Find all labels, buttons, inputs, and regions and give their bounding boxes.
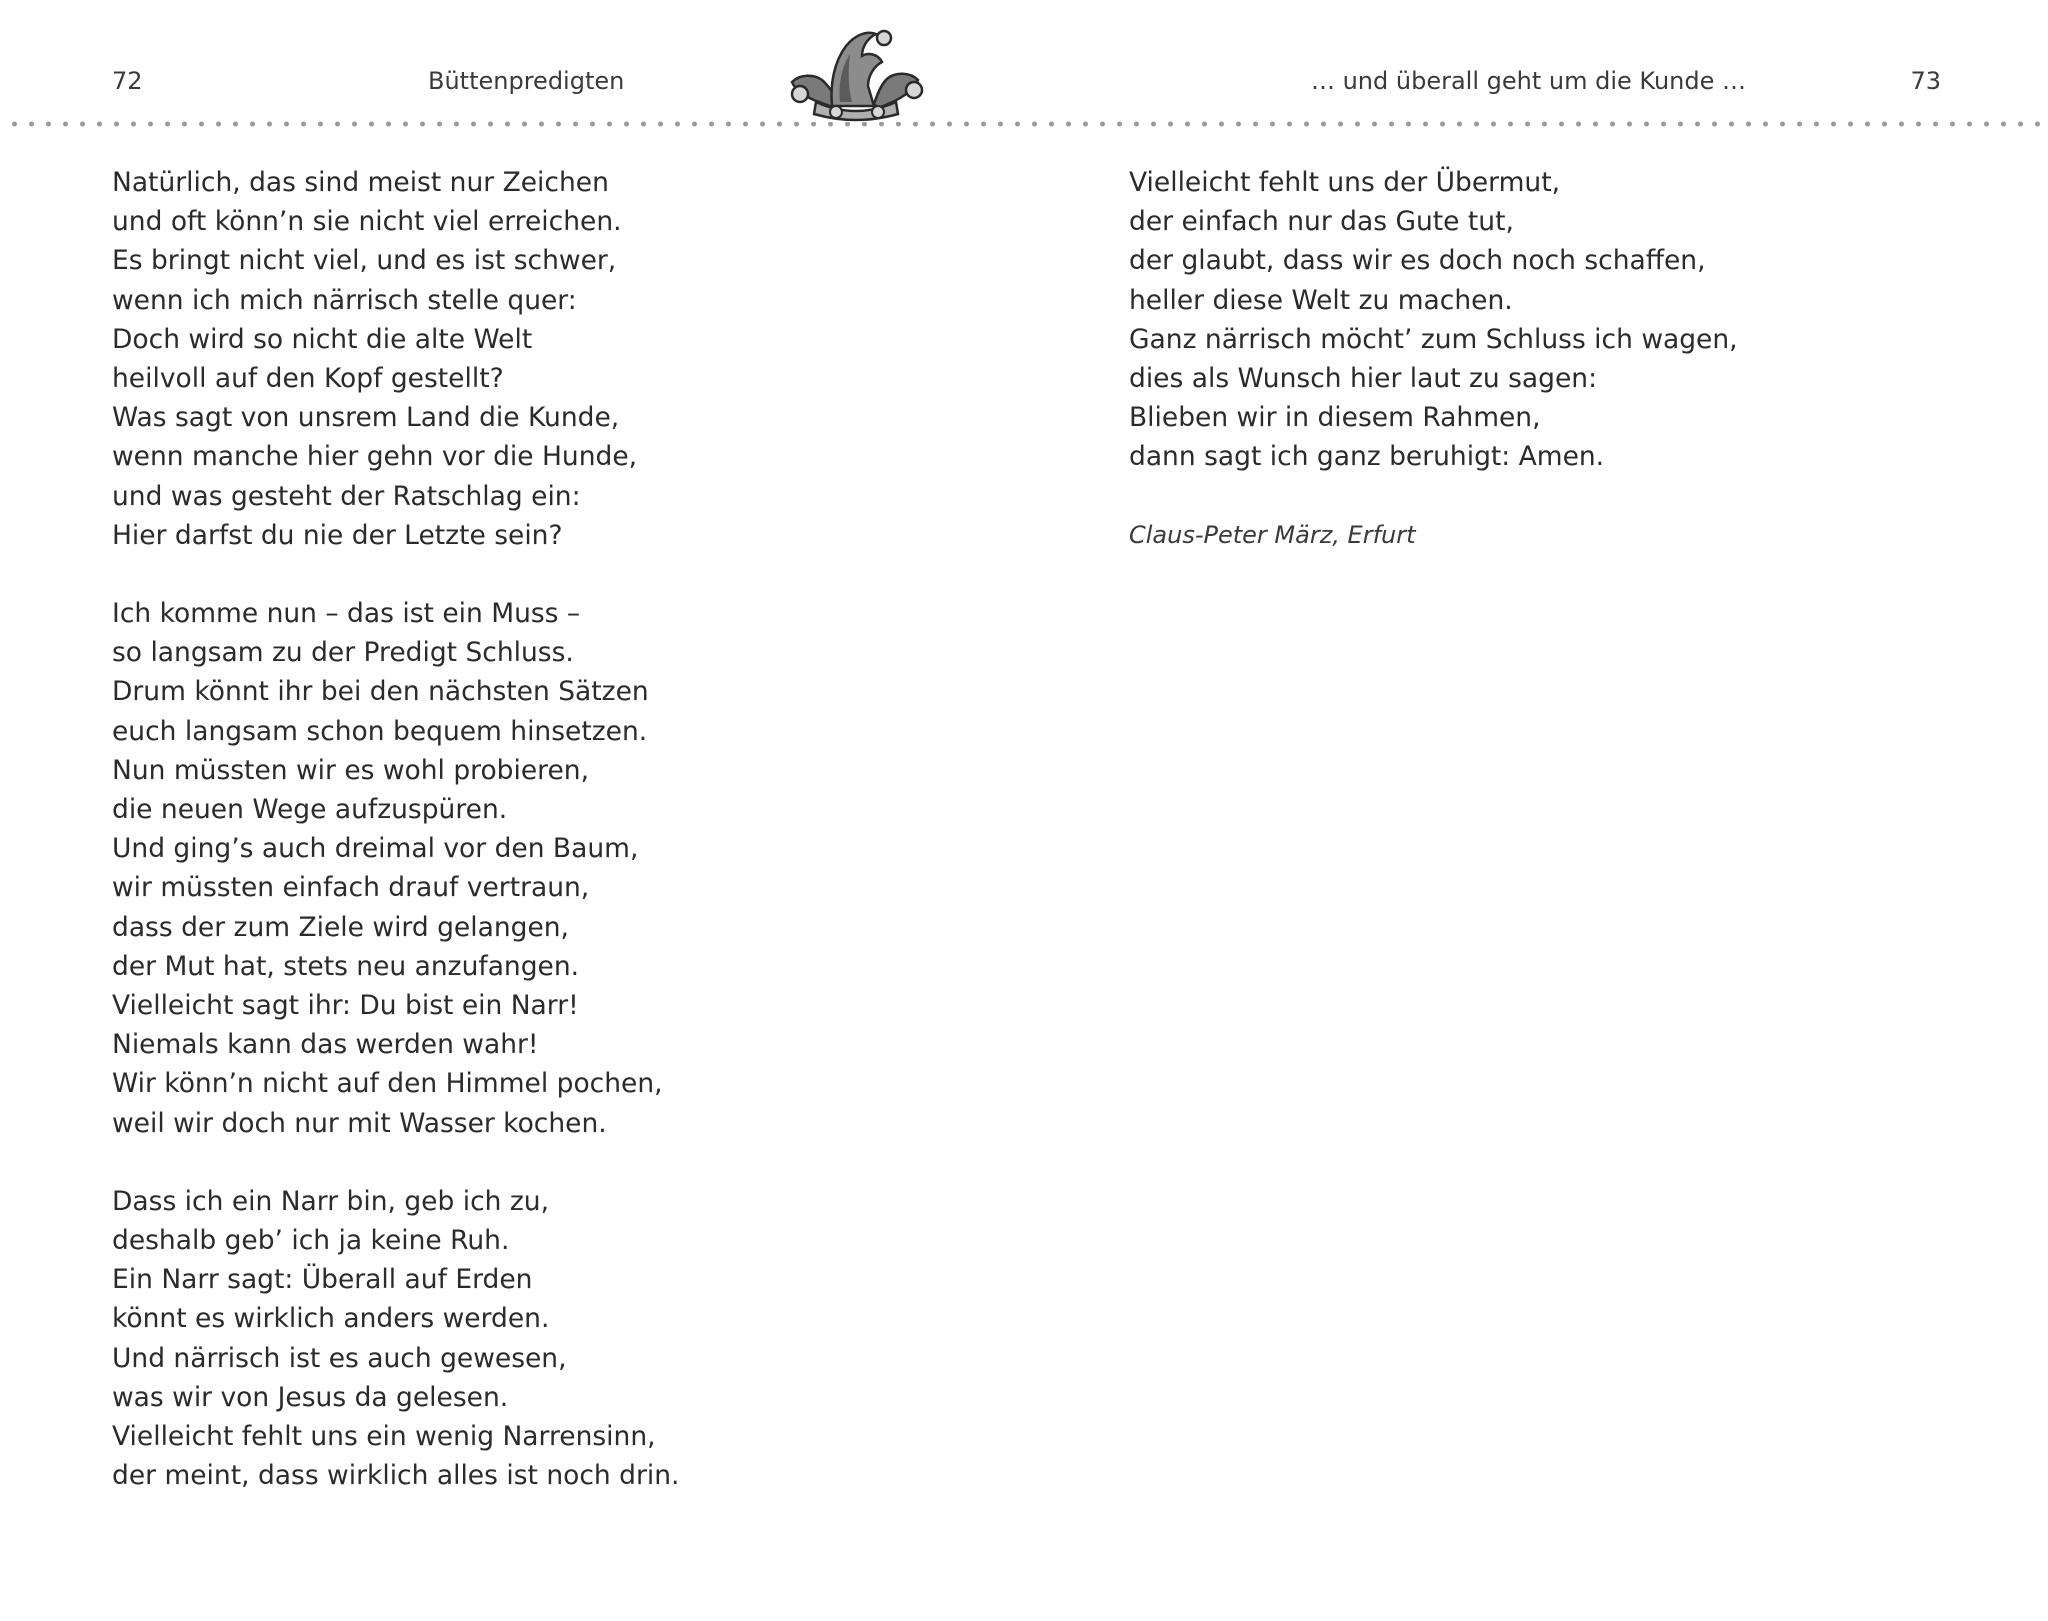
poem-line: Blieben wir in diesem Rahmen, xyxy=(1129,402,1541,434)
poem-line: und oft könn’n sie nicht viel erreichen. xyxy=(112,206,622,238)
poem-line: dann sagt ich ganz beruhigt: Amen. xyxy=(1129,441,1605,473)
poem-line: deshalb geb’ ich ja keine Ruh. xyxy=(112,1225,510,1257)
right-page-poem xyxy=(1129,163,1829,555)
poem-line: der Mut hat, stets neu anzufangen. xyxy=(112,950,580,982)
poem-line: Wir könn’n nicht auf den Himmel pochen, xyxy=(112,1068,663,1100)
poem-line: wenn ich mich närrisch stelle quer: xyxy=(112,284,577,316)
poem-line: Ein Narr sagt: Überall auf Erden xyxy=(112,1264,533,1296)
poem-line: Und ging’s auch dreimal vor den Baum, xyxy=(112,833,639,865)
poem-line: wenn manche hier gehn vor die Hunde, xyxy=(112,441,638,473)
stanza xyxy=(112,1182,812,1496)
left-page-poem xyxy=(112,163,812,1535)
poem-line: heilvoll auf den Kopf gestellt? xyxy=(112,363,504,395)
poem-line: Natürlich, das sind meist nur Zeichen xyxy=(112,167,609,198)
left-page-number: 72 xyxy=(112,67,143,95)
poem-line: und was gesteht der Ratschlag ein: xyxy=(112,480,581,512)
poem-line: was wir von Jesus da gelesen. xyxy=(112,1381,509,1413)
jester-hat-icon xyxy=(788,22,924,122)
poem-line: könnt es wirklich anders werden. xyxy=(112,1303,550,1335)
poem-line: weil wir doch nur mit Wasser kochen. xyxy=(112,1107,607,1139)
poem-line: Niemals kann das werden wahr! xyxy=(112,1029,539,1061)
stanza xyxy=(1129,163,1829,477)
poem-line: Drum könnt ihr bei den nächsten Sätzen xyxy=(112,676,649,708)
poem-line: Vielleicht fehlt uns ein wenig Narrensinn, xyxy=(112,1421,656,1453)
poem-line: dies als Wunsch hier laut zu sagen: xyxy=(1129,363,1598,395)
poem-line: euch langsam schon bequem hinsetzen. xyxy=(112,715,648,747)
poem-line: wir müssten einfach drauf vertraun, xyxy=(112,872,590,904)
poem-line: der einfach nur das Gute tut, xyxy=(1129,206,1514,238)
stanza xyxy=(112,594,812,1143)
poem-line: der meint, dass wirklich alles ist noch drin. xyxy=(112,1460,680,1492)
right-running-head: … und überall geht um die Kunde … xyxy=(1310,67,1746,95)
poem-line: Was sagt von unsrem Land die Kunde, xyxy=(112,402,620,434)
poem-line: Ich komme nun – das ist ein Muss – xyxy=(112,598,581,630)
left-running-head: Büttenpredigten xyxy=(428,67,625,95)
stanza xyxy=(112,163,812,555)
poem-line: heller diese Welt zu machen. xyxy=(1129,284,1513,316)
poem-line: der glaubt, dass wir es doch noch schaffen, xyxy=(1129,245,1706,277)
author-signature: Claus-Peter März, Erfurt xyxy=(1129,520,1416,549)
poem-line: Hier darfst du nie der Letzte sein? xyxy=(112,519,563,551)
poem-line: so langsam zu der Predigt Schluss. xyxy=(112,637,574,669)
poem-line: dass der zum Ziele wird gelangen, xyxy=(112,911,569,943)
header-dotted-rule xyxy=(6,120,2046,128)
poem-line: Vielleicht sagt ihr: Du bist ein Narr! xyxy=(112,990,579,1022)
poem-line: Es bringt nicht viel, und es ist schwer, xyxy=(112,245,617,277)
poem-line: Nun müssten wir es wohl probieren, xyxy=(112,754,589,786)
right-page-number: 73 xyxy=(1910,67,1941,95)
poem-line: Ganz närrisch möcht’ zum Schluss ich wagen, xyxy=(1129,323,1738,355)
poem-line: Und närrisch ist es auch gewesen, xyxy=(112,1342,567,1374)
poem-line: die neuen Wege aufzuspüren. xyxy=(112,794,508,826)
poem-line: Dass ich ein Narr bin, geb ich zu, xyxy=(112,1185,550,1217)
poem-line: Vielleicht fehlt uns der Übermut, xyxy=(1129,167,1561,198)
poem-line: Doch wird so nicht die alte Welt xyxy=(112,323,533,355)
